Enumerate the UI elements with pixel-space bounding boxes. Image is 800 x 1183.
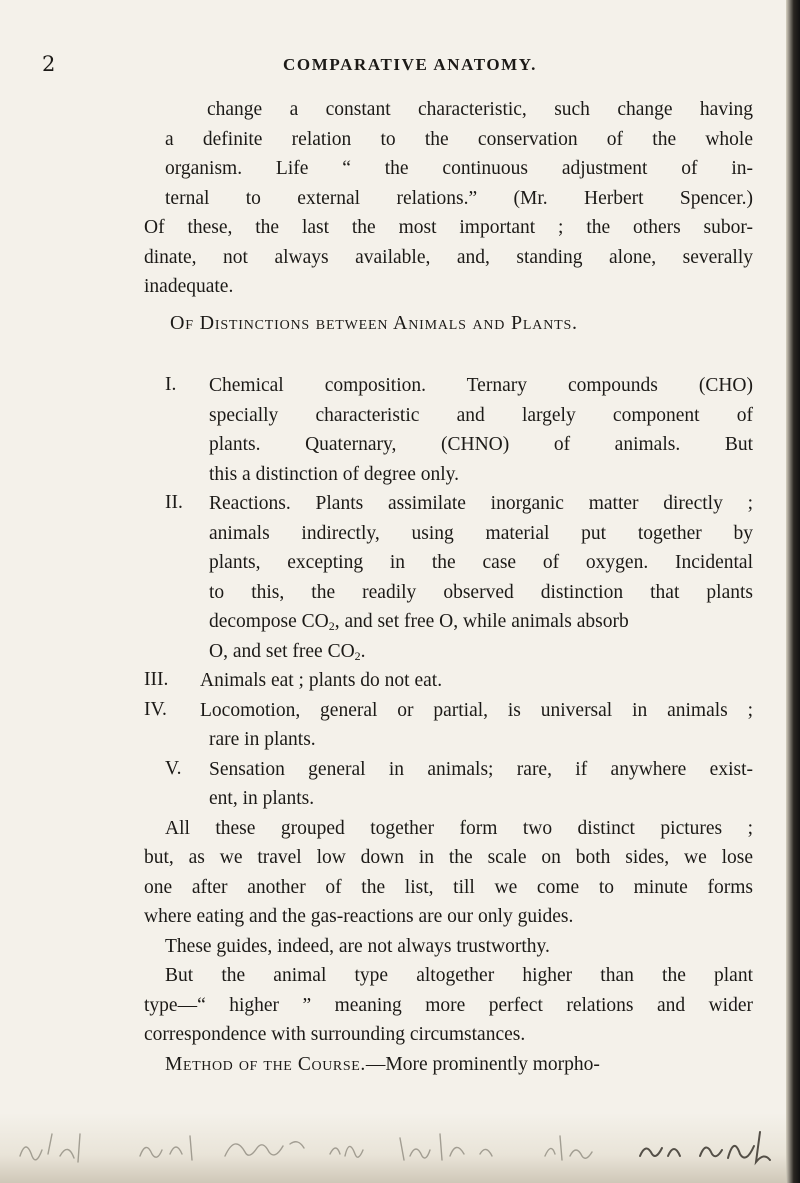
page-header	[40, 52, 780, 82]
closing-line: one after another of the list, till we come to minute forms	[144, 877, 753, 898]
item-number: II.	[165, 492, 183, 513]
intro-line: organism. Life “ the continuous adjustment of in-	[165, 158, 753, 179]
section-title: Of Distinctions between Animals and Plants.	[170, 312, 578, 334]
intro-line: dinate, not always available, and, standing alone, severally	[144, 247, 753, 268]
intro-line: a definite relation to the conservation of the whole	[165, 129, 753, 150]
closing-line: but, as we travel low down in the scale on both sides, we lose	[144, 847, 753, 868]
item-line: plants. Quaternary, (CHNO) of animals. But	[209, 434, 753, 455]
item-line: Locomotion, general or partial, is universal in animals ;	[200, 700, 753, 721]
closing-line: where eating and the gas-reactions are our only guides.	[144, 906, 574, 927]
method-label: Method of the Course.	[165, 1054, 366, 1075]
item-number: V.	[165, 758, 182, 779]
item-line: rare in plants.	[209, 729, 316, 750]
subscript: 2	[328, 619, 335, 633]
handwritten-annotation	[0, 1126, 800, 1176]
subscript: 2	[354, 649, 361, 663]
closing-line: But the animal type altogether higher than the plant	[165, 965, 753, 986]
item-line: Sensation general in animals; rare, if anywhere exist-	[209, 759, 753, 780]
method-line	[165, 1053, 600, 1077]
item-line: Reactions. Plants assimilate inorganic matter directly ;	[209, 493, 753, 514]
running-head: COMPARATIVE ANATOMY.	[283, 55, 537, 74]
page-number: 2	[42, 52, 56, 76]
item-line: plants, excepting in the case of oxygen. Incidental	[209, 552, 753, 573]
item-line: this a distinction of degree only.	[209, 464, 460, 485]
closing-line: These guides, indeed, are not always trustworthy.	[165, 936, 550, 957]
intro-line: ternal to external relations.” (Mr. Herbert Spencer.)	[165, 188, 753, 209]
item-line-part: .	[360, 641, 366, 662]
closing-line: correspondence with surrounding circumstances.	[144, 1024, 526, 1045]
method-text: —More prominently morpho-	[365, 1054, 600, 1075]
item-line: ent, in plants.	[209, 788, 315, 809]
item-line-part: decompose CO	[209, 611, 329, 632]
closing-line: type—“ higher ” meaning more perfect relations and wider	[144, 995, 753, 1016]
closing-line: All these grouped together form two distinct pictures ;	[165, 818, 753, 839]
page-binding-edge	[786, 0, 800, 1183]
item-line: Chemical composition. Ternary compounds (CHO)	[209, 375, 753, 396]
intro-line: inadequate.	[144, 276, 234, 297]
item-number: I.	[165, 374, 177, 395]
item-number: III.	[144, 669, 169, 690]
item-line	[209, 610, 629, 638]
item-line: to this, the readily observed distinction that plants	[209, 582, 753, 603]
intro-line: change a constant characteristic, such change having	[207, 99, 753, 120]
item-line: Animals eat ; plants do not eat.	[200, 670, 443, 691]
item-line-part: O, and set free CO	[209, 641, 355, 662]
item-line	[209, 640, 366, 668]
item-line: specially characteristic and largely component of	[209, 405, 753, 426]
item-line-part: , and set free O, while animals absorb	[334, 611, 629, 632]
intro-line: Of these, the last the most important ; the others subor-	[144, 217, 753, 238]
item-line: animals indirectly, using material put together by	[209, 523, 753, 544]
item-number: IV.	[144, 699, 167, 720]
